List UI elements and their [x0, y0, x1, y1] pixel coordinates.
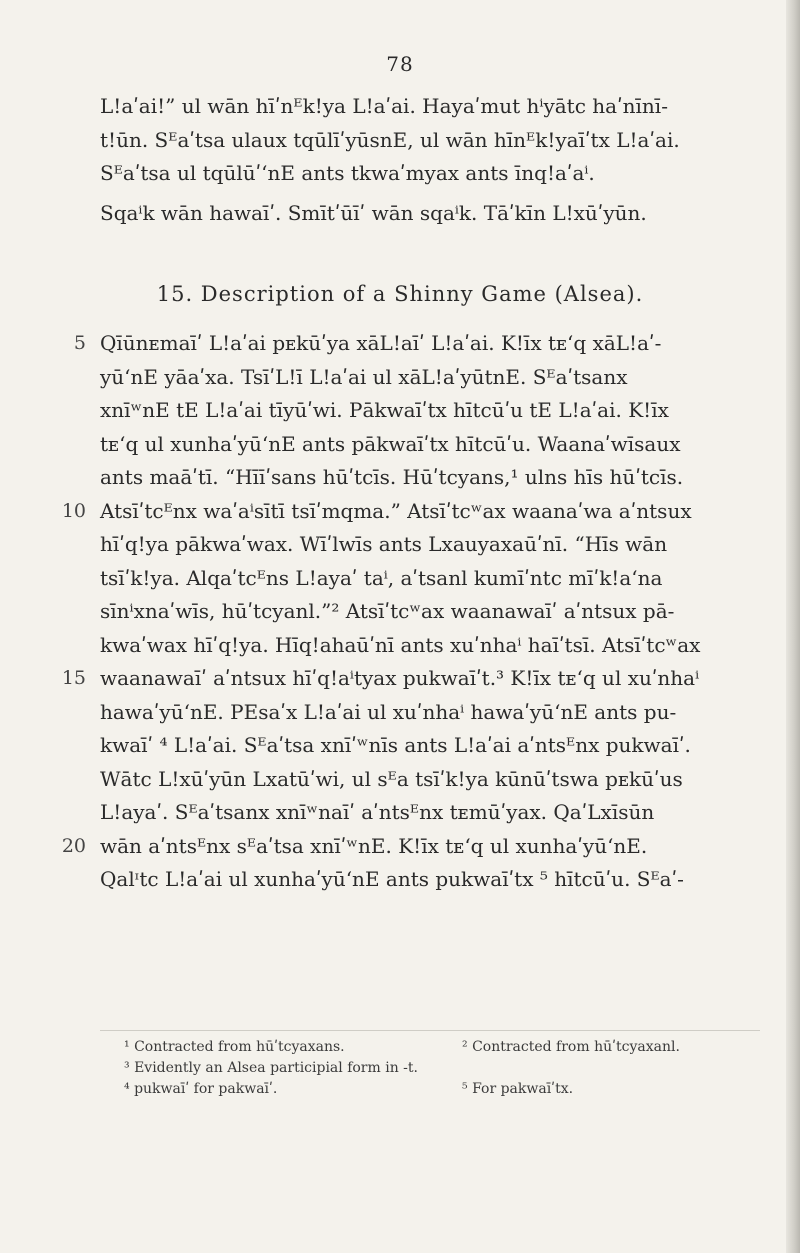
line-number: 15 — [61, 667, 86, 689]
footnote-row — [124, 1079, 764, 1100]
text-line — [100, 461, 780, 495]
line-text: xnīʷnE tE L!aʹai tīyūʹwi. Pākwaīʹtx hītcūʹu tE L!aʹai. K!īx — [100, 398, 669, 422]
line-text: L!ayaʹ. Sᴱaʹtsanx xnīʷnaīʹ aʹntsᴱnx tᴇmūʹyax. QaʹLxīsūn — [100, 800, 655, 824]
text-line: Sᴱaʹtsa ul tqūlūʹ‘nE ants tkwaʹmyax ants īnq!aʹaⁱ. — [100, 161, 595, 185]
line-text: kwaʹwax hīʹq!ya. Hīq!ahaūʹnī ants xuʹnhaⁱ haīʹtsī. Atsīʹtcʷax — [100, 632, 701, 657]
footnote-row — [124, 1037, 764, 1058]
line-text: Qīūnᴇmaīʹ L!aʹai pᴇkūʹya xāL!aīʹ L!aʹai. K!īx tᴇ‘q xāL!aʹ- — [100, 331, 662, 355]
footnote-2: ² Contracted from hūʹtcyaxanl. — [462, 1039, 680, 1055]
text-line — [61, 495, 780, 529]
line-text: Wātc L!xūʹyūn Lxatūʹwi, ul sᴱa tsīʹk!ya kūnūʹtswa pᴇkūʹus — [100, 766, 683, 791]
text-line — [61, 662, 780, 696]
text-line — [100, 696, 780, 730]
line-text: yū‘nE yāaʹxa. TsīʹL!ī L!aʹai ul xāL!aʹyūtnE. Sᴱaʹtsanx — [100, 364, 628, 389]
text-line — [100, 729, 780, 763]
line-text: waanawaīʹ aʹntsux hīʹq!aⁱtyax pukwaīʹt.³ K!īx tᴇ‘q ul xuʹnhaⁱ — [100, 666, 700, 690]
line-text: hawaʹyū‘nE. PEsaʹx L!aʹai ul xuʹnhaⁱ hawaʹyū‘nE ants pu- — [100, 699, 677, 724]
footnote-4: ⁴ pukwaīʹ for pakwaīʹ. — [124, 1081, 278, 1097]
text-line — [100, 796, 780, 830]
page-edge — [786, 0, 800, 1253]
line-text: hīʹq!ya pākwaʹwax. Wīʹlwīs ants Lxauyaxaūʹnī. “Hīs wān — [100, 532, 668, 556]
section-heading: 15. Description of a Shinny Game (Alsea). — [156, 282, 644, 306]
text-line — [61, 830, 780, 864]
line-number: 5 — [73, 332, 86, 354]
footnote-divider — [100, 1030, 760, 1031]
footnote-1: ¹ Contracted from hūʹtcyaxans. — [124, 1039, 345, 1055]
main-text — [61, 327, 780, 897]
text-line — [100, 394, 780, 428]
text-line — [73, 327, 780, 361]
text-line — [100, 629, 780, 663]
line-text: sīnⁱxnaʹwīs, hūʹtcyanl.”² Atsīʹtcʷax waanawaīʹ aʹntsux pā- — [100, 599, 675, 623]
footnote-3: ³ Evidently an Alsea participial form in -t. — [124, 1060, 418, 1076]
line-text: ants maāʹtī. “Hīīʹsans hūʹtcīs. Hūʹtcyans,¹ ulns hīs hūʹtcīs. — [100, 465, 684, 489]
text-line: L!aʹai!” ul wān hīʹnᴱk!ya L!aʹai. Hayaʹmut hⁱyātc haʹnīnī- — [100, 94, 668, 118]
line-number: 10 — [61, 499, 86, 522]
text-line: t!ūn. Sᴱaʹtsa ulaux tqūlīʹyūsnE, ul wān hīnᴱk!yaīʹtx L!aʹai. — [100, 127, 680, 152]
page-number: 78 — [386, 52, 414, 76]
text-line: Sqaⁱk wān hawaīʹ. Smītʹūīʹ wān sqaⁱk. Tāʹkīn L!xūʹyūn. — [100, 201, 647, 225]
line-text: tᴇ‘q ul xunhaʹyū‘nE ants pākwaīʹtx hītcūʹu. Waanaʹwīsaux — [100, 431, 681, 456]
opening-paragraph — [100, 90, 780, 191]
line-text: Atsīʹtcᴱnx waʹaⁱsītī tsīʹmqma.” Atsīʹtcʷax waanaʹwa aʹntsux — [100, 498, 692, 523]
line-number: 20 — [61, 834, 86, 857]
text-line — [100, 863, 780, 897]
text-line — [100, 763, 780, 797]
second-paragraph — [100, 197, 780, 231]
line-text: wān aʹntsᴱnx sᴱaʹtsa xnīʹʷnE. K!īx tᴇ‘q ul xunhaʹyū‘nE. — [100, 833, 648, 858]
line-text: tsīʹk!ya. Alqaʹtcᴱns L!ayaʹ taⁱ, aʹtsanl kumīʹntc mīʹk!a‘na — [100, 565, 663, 590]
footnote-5: ⁵ For pakwaīʹtx. — [462, 1081, 574, 1097]
footnotes — [124, 1037, 764, 1100]
footnote-row — [124, 1058, 764, 1079]
text-line — [100, 428, 780, 462]
text-line — [100, 361, 780, 395]
text-line — [100, 562, 780, 596]
text-line — [100, 595, 780, 629]
text-line — [100, 528, 780, 562]
line-text: kwaīʹ ⁴ L!aʹai. Sᴱaʹtsa xnīʹʷnīs ants L!aʹai aʹntsᴱnx pukwaīʹ. — [100, 733, 691, 757]
line-text: Qalᶦtc L!aʹai ul xunhaʹyū‘nE ants pukwaīʹtx ⁵ hītcūʹu. Sᴱaʹ- — [100, 867, 684, 891]
